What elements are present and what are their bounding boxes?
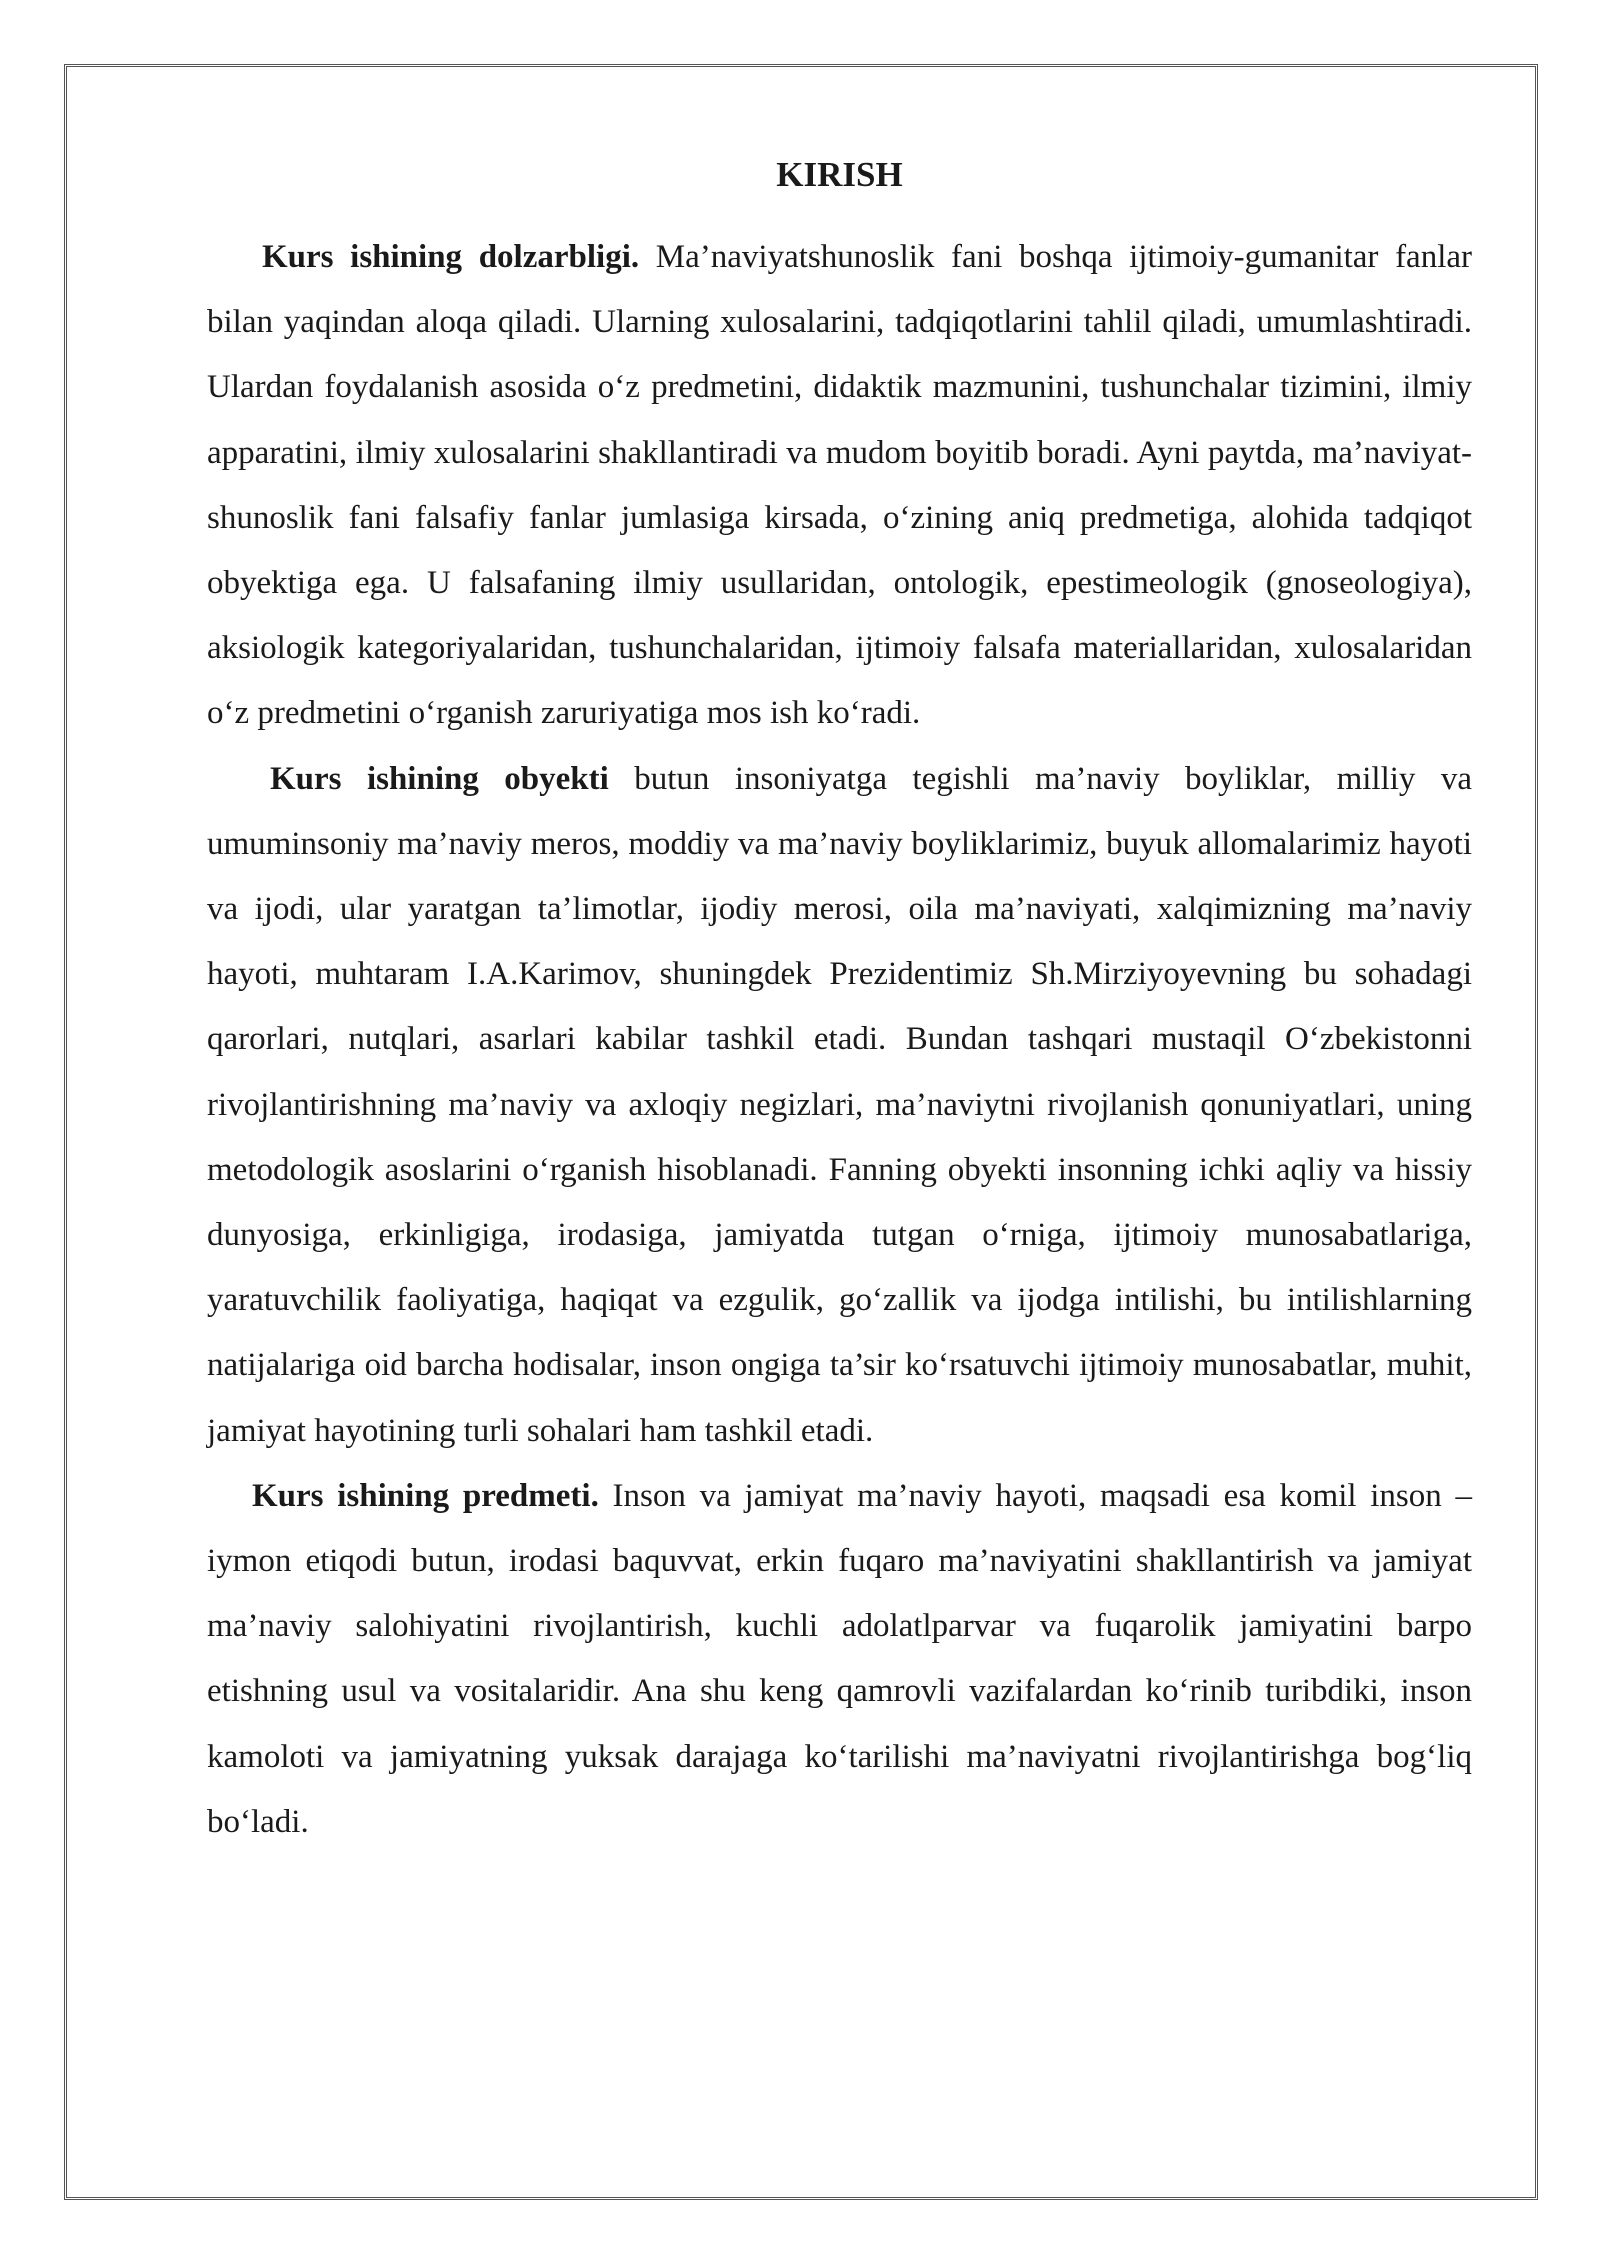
paragraph-lead: Kurs ishining obyekti	[270, 760, 609, 797]
paragraph-text: Inson va jamiyat ma’naviy hayoti, maqsadi esa komil inson – iymon etiqodi butun, irodasi baquvvat, erkin fuqaro ma’naviyatini shakllantirish va jamiyat ma’naviy salohiyatini rivojlantirish, kuchli adolatlparvar va fuqarolik jamiyatini barpo etishning usul va vositalaridir. Ana shu keng qamrovli vazifalardan ko‘rinib turibdiki, inson kamoloti va jamiyatning yuksak darajaga ko‘tarilishi ma’naviyatni rivojlantirishga bog‘liq bo‘ladi.	[207, 1477, 1472, 1840]
paragraph-subject	[207, 1464, 1472, 1855]
document-body	[207, 145, 1472, 1855]
paragraph-relevance	[207, 225, 1472, 747]
paragraph-lead: Kurs ishining predmeti.	[252, 1477, 599, 1514]
paragraph-lead: Kurs ishining dolzarbligi.	[262, 239, 640, 275]
paragraph-text: butun insoniyatga tegishli ma’naviy boyliklar, milliy va umuminsoniy ma’naviy meros, moddiy va ma’naviy boyliklarimiz, buyuk allomalarimiz hayoti va ijodi, ular yaratgan ta’limotlar, ijodiy merosi, oila ma’naviyati, xalqimizning ma’naviy hayoti, muhtaram I.A.Karimov, shuningdek Prezidentimiz Sh.Mirziyoyevning bu sohadagi qarorlari, nutqlari, asarlari kabilar tashkil etadi. Bundan tashqari mustaqil O‘zbekistonni rivojlantirishning ma’naviy va axloqiy negizlari, ma’naviytni rivojlanish qonuniyatlari, uning metodologik asoslarini o‘rganish hisoblanadi. Fanning obyekti insonning ichki aqliy va hissiy dunyosiga, erkinligiga, irodasiga, jamiyatda tutgan o‘rniga, ijtimoiy munosabatlariga, yaratuvchilik faoliyatiga, haqiqat va ezgulik, go‘zallik va ijodga intilishi, bu intilishlarning natijalariga oid barcha hodisalar, inson ongiga ta’sir ko‘rsatuvchi ijtimoiy munosabatlar, muhit, jamiyat hayotining turli sohalari ham tashkil etadi.	[207, 760, 1472, 1449]
page-title: KIRISH	[776, 155, 903, 194]
paragraph-text: Ma’naviyatshunoslik fani boshqa ijtimoiy-gumanitar fanlar bilan yaqindan aloqa qiladi. Ularning xulosalarini, tadqiqotlarini tahlil qiladi, umumlashtiradi. Ulardan foydalanish asosida o‘z predmetini, didaktik mazmunini, tushunchalar tizimini, ilmiy apparatini, ilmiy xulosalarini shakllantiradi va mudom boyitib boradi. Ayni paytda, ma’naviyat- shunoslik fani falsafiy fanlar jumlasiga kirsada, o‘zining aniq predmetiga, alohida tadqiqot obyektiga ega. U falsafaning ilmiy usullaridan, ontologik, epestimeologik (gnoseologiya), aksiologik kategoriyalaridan, tushunchalaridan, ijtimoiy falsafa materiallaridan, xulosalaridan o‘z predmetini o‘rganish zaruriyatiga mos ish ko‘radi.	[207, 239, 1473, 732]
paragraph-object	[207, 747, 1472, 1464]
